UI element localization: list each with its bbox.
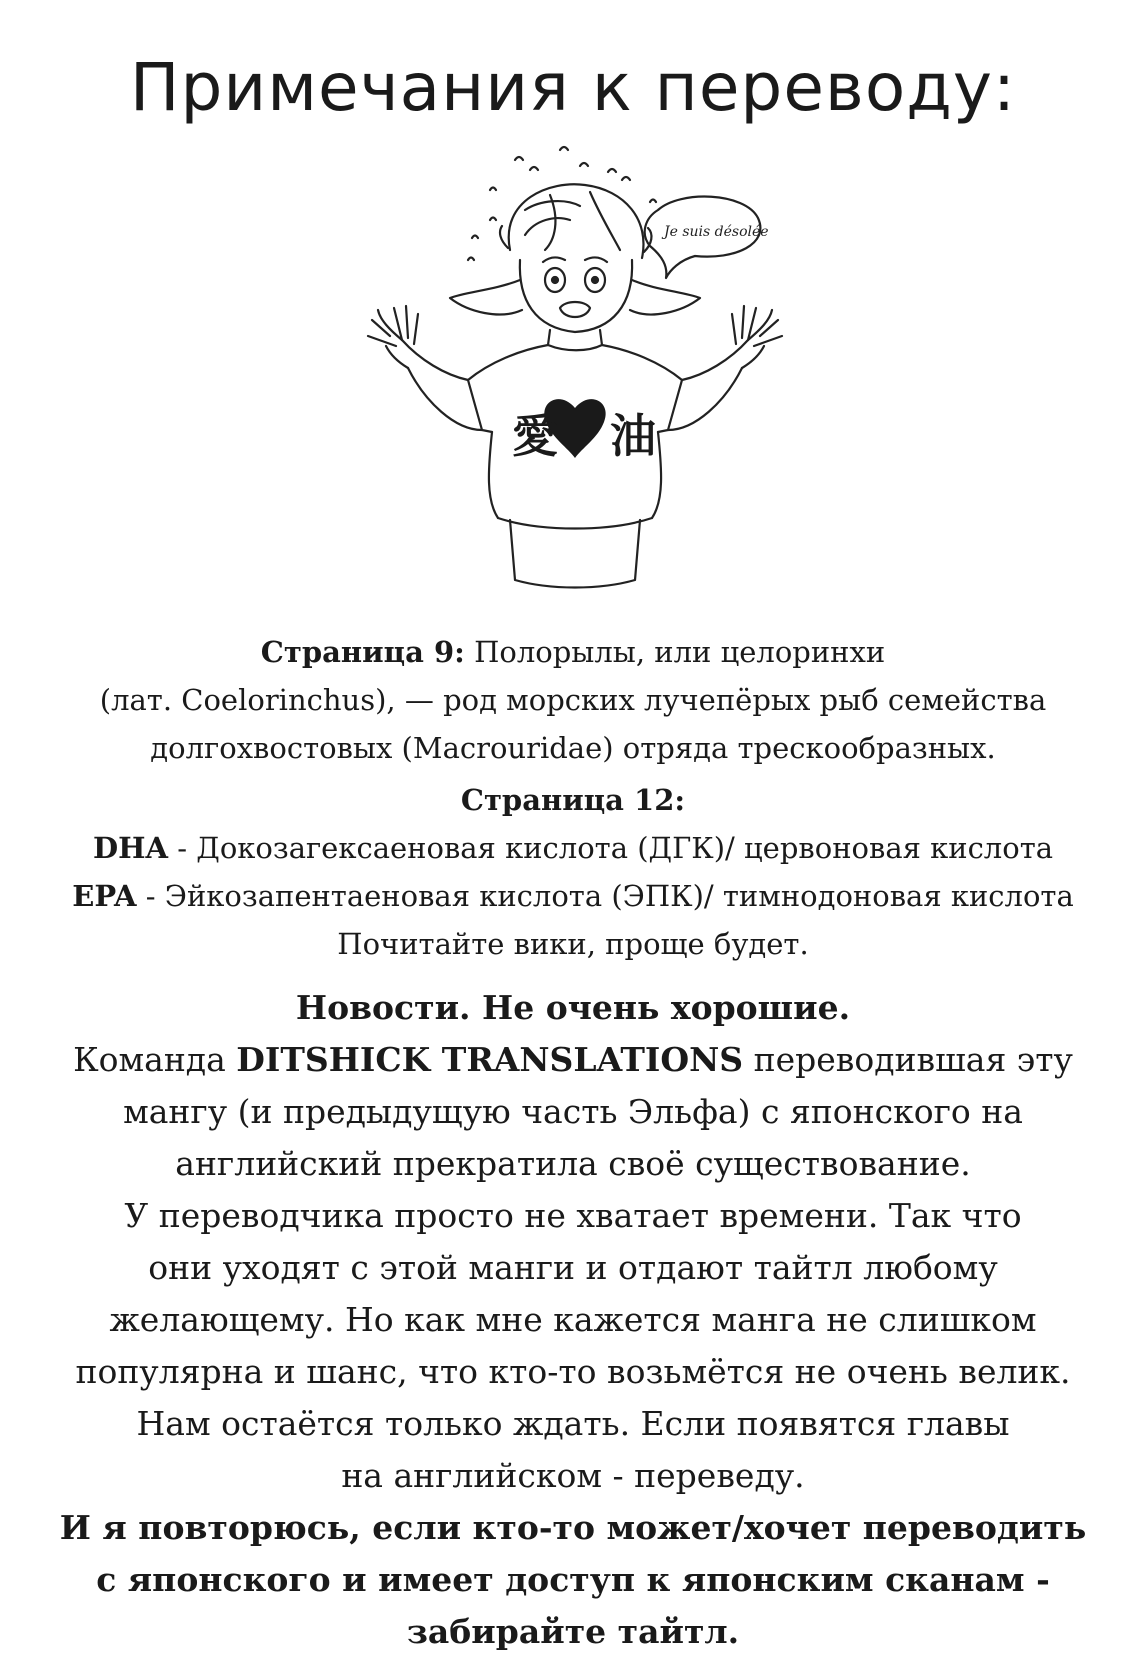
news-line-4: У переводчика просто не хватает времени. Так что — [124, 1196, 1022, 1235]
note-epa-line — [0, 872, 1146, 920]
news-line-1-start: Команда — [73, 1040, 237, 1079]
news-appeal-line-1: И я повторюсь, если кто-то может/хочет переводить — [59, 1508, 1087, 1547]
note-page9-line3: долгохвостовых (Macrouridae) отряда трескообразных. — [150, 731, 996, 765]
illustration — [350, 140, 800, 605]
elf-girl-illustration — [350, 140, 800, 605]
news-line-1 — [0, 1034, 1146, 1086]
news-line-8: Нам остаётся только ждать. Если появятся главы — [136, 1404, 1010, 1443]
note-page9-line2: (лат. Coelorinchus), — род морских лучепёрых рыб семейства — [99, 683, 1047, 717]
shirt-kanji-right: 油 — [610, 409, 656, 463]
note-epa-label: EPA — [72, 879, 137, 913]
news-line-7: популярна и шанс, что кто-то возьмётся не очень велик. — [75, 1352, 1071, 1391]
note-dha-text: - Докозагексаеновая кислота (ДГК)/ цервоновая кислота — [168, 831, 1054, 865]
news-line-9: на английском - переведу. — [341, 1456, 805, 1495]
note-page9-label: Страница 9: — [260, 635, 465, 669]
note-page9-text: Полорылы, или целоринхи — [464, 635, 886, 669]
shirt-kanji-left: 愛 — [512, 409, 558, 463]
news-line-1-end: переводившая эту — [743, 1040, 1073, 1079]
news-line-2: мангу (и предыдущую часть Эльфа) с японского на — [123, 1092, 1023, 1131]
note-wiki-line: Почитайте вики, проще будет. — [337, 927, 809, 961]
news-appeal-line-3: забирайте тайтл. — [406, 1612, 740, 1651]
note-page12-label: Страница 12: — [460, 783, 686, 817]
news-appeal-line-2: с японского и имеет доступ к японским сканам - — [96, 1560, 1050, 1599]
team-name: DITSHICK TRANSLATIONS — [236, 1040, 744, 1079]
page-title: Примечания к переводу: — [129, 49, 1017, 126]
note-dha-line — [0, 824, 1146, 872]
news-line-5: они уходят с этой манги и отдают тайтл любому — [148, 1248, 998, 1287]
news-line-6: желающему. Но как мне кажется манга не слишком — [109, 1300, 1037, 1339]
note-page9-line1 — [0, 628, 1146, 676]
translation-notes — [0, 628, 1146, 968]
news-section — [0, 982, 1146, 1658]
news-line-3: английский прекратила своё существование. — [175, 1144, 971, 1183]
note-epa-text: - Эйкозапентаеновая кислота (ЭПК)/ тимнодоновая кислота — [136, 879, 1074, 913]
note-dha-label: DHA — [92, 831, 169, 865]
news-heading: Новости. Не очень хорошие. — [295, 988, 851, 1027]
speech-bubble-text: Je suis désolée — [664, 224, 769, 240]
